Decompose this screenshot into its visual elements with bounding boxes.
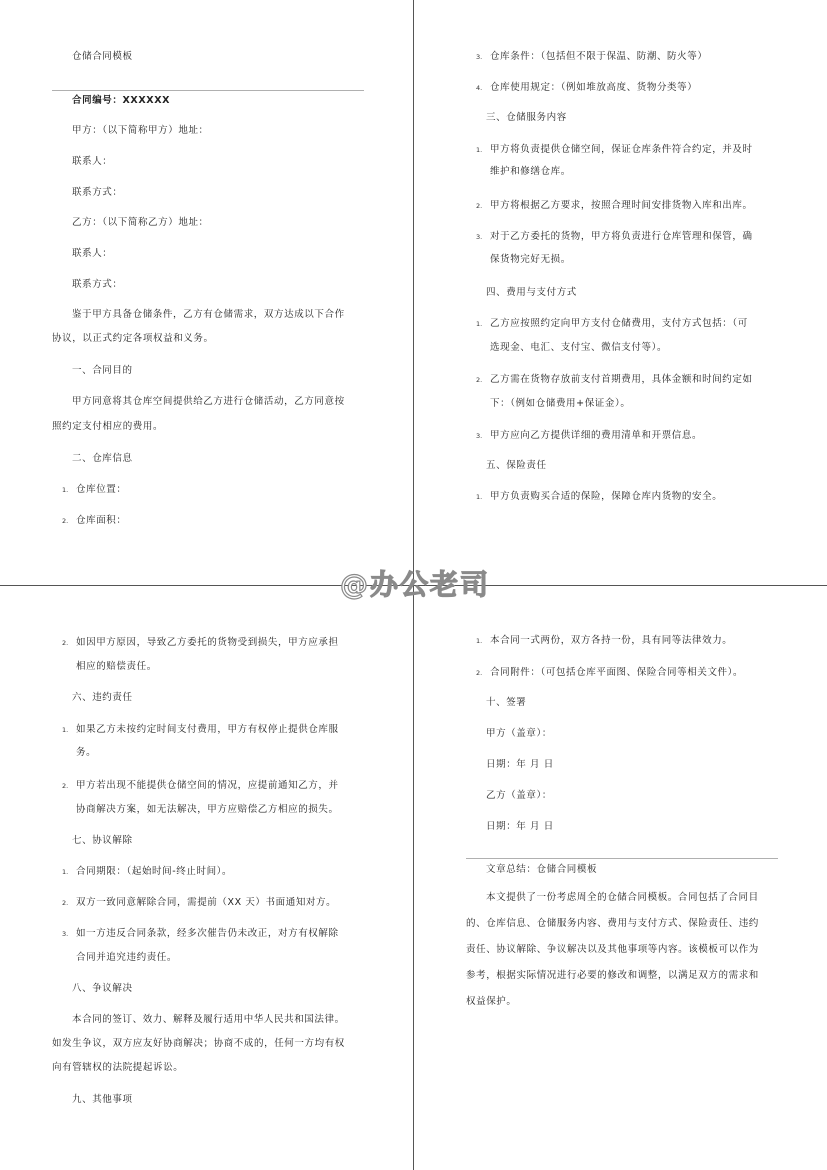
- list-number: 2.: [62, 899, 69, 907]
- summary-line-1: 本文提供了一份考虑周全的仓储合同模板。合同包括了合同目: [486, 892, 759, 903]
- list-item-cont: 下：（例如仓储费用+保证金）。: [490, 398, 631, 409]
- list-item: 甲方将负责提供仓储空间，保证仓库条件符合约定，并及时: [490, 144, 753, 155]
- list-item: 本合同一式两份，双方各持一份，具有同等法律效力。: [490, 635, 733, 646]
- party-b-phone: 联系方式：: [72, 279, 123, 290]
- page-1: [0, 0, 413, 585]
- list-item: 如因甲方原因，导致乙方委托的货物受到损失，甲方应承担: [76, 637, 339, 648]
- party-a-phone: 联系方式：: [72, 187, 123, 198]
- list-item: 仓库面积：: [76, 515, 127, 526]
- list-number: 2.: [62, 639, 69, 647]
- section-heading-1: 一、合同目的: [72, 365, 133, 376]
- section-heading-2: 二、仓库信息: [72, 453, 133, 464]
- list-item-cont: 维护和修缮仓库。: [490, 166, 571, 177]
- list-number: 2.: [476, 202, 483, 210]
- section-heading-3: 三、仓储服务内容: [486, 112, 567, 123]
- list-item: 乙方需在货物存放前支付首期费用，具体金额和时间约定如: [490, 374, 753, 385]
- list-item-cont: 选现金、电汇、支付宝、微信支付等）。: [490, 342, 668, 353]
- section-heading-10: 十、签署: [486, 697, 527, 708]
- list-item: 如果乙方未按约定时间支付费用，甲方有权停止提供仓库服: [76, 724, 339, 735]
- summary-line-5: 权益保护。: [466, 996, 517, 1007]
- list-item: 合同期限：（起始时间-终止时间）。: [76, 866, 233, 877]
- list-item: 乙方应按照约定向甲方支付仓储费用，支付方式包括：（可: [490, 318, 748, 329]
- dispute-line-2: 如发生争议，双方应友好协商解决；协商不成的，任何一方均有权: [52, 1038, 345, 1049]
- list-item: 仓库使用规定：（例如堆放高度、货物分类等）: [490, 82, 698, 93]
- section-heading-5: 五、保险责任: [486, 460, 547, 471]
- section-heading-6: 六、违约责任: [72, 692, 133, 703]
- list-number: 1.: [62, 726, 69, 734]
- list-item: 合同附件：（可包括仓库平面图、保险合同等相关文件）。: [490, 667, 744, 678]
- dispute-line-3: 向有管辖权的法院提起诉讼。: [52, 1062, 184, 1073]
- list-number: 1.: [476, 320, 483, 328]
- list-item: 如一方违反合同条款，经多次催告仍未改正，对方有权解除: [76, 928, 339, 939]
- list-item: 双方一致同意解除合同，需提前（XX 天）书面通知对方。: [76, 897, 337, 908]
- summary-line-4: 参考，根据实际情况进行必要的修改和调整，以满足双方的需求和: [466, 970, 759, 981]
- section-heading-7: 七、协议解除: [72, 835, 133, 846]
- list-number: 2.: [62, 782, 69, 790]
- list-item: 甲方若出现不能提供仓储空间的情况，应提前通知乙方，并: [76, 780, 339, 791]
- list-number: 2.: [476, 376, 483, 384]
- summary-line-2: 的、仓库信息、仓储服务内容、费用与支付方式、保险责任、违约: [466, 918, 759, 929]
- party-a-seal: 甲方（盖章）：: [486, 728, 552, 739]
- summary-line-3: 责任、协议解除、争议解决以及其他事项等内容。该模板可以作为: [466, 944, 759, 955]
- list-number: 3.: [476, 233, 483, 241]
- list-number: 1.: [476, 146, 483, 154]
- summary-rule: [466, 858, 778, 859]
- list-item: 甲方将根据乙方要求，按照合理时间安排货物入库和出库。: [490, 200, 753, 211]
- list-number: 1.: [62, 868, 69, 876]
- list-number: 1.: [476, 493, 483, 501]
- purpose-line-2: 照约定支付相应的费用。: [52, 421, 164, 432]
- intro-line-1: 鉴于甲方具备仓储条件，乙方有仓储需求，双方达成以下合作: [72, 309, 345, 320]
- list-number: 2.: [476, 669, 483, 677]
- list-number: 3.: [62, 930, 69, 938]
- section-heading-4: 四、费用与支付方式: [486, 287, 577, 298]
- list-number: 2.: [62, 517, 69, 525]
- list-item-cont: 合同并追究违约责任。: [76, 952, 178, 963]
- list-item: 对于乙方委托的货物，甲方将负责进行仓库管理和保管，确: [490, 231, 753, 242]
- intro-line-2: 协议，以正式约定各项权益和义务。: [52, 333, 214, 344]
- list-item-cont: 保货物完好无损。: [490, 254, 571, 265]
- title-rule: [52, 90, 364, 91]
- watermark: @办公老司: [339, 568, 490, 601]
- dispute-line-1: 本合同的签订、效力、解释及履行适用中华人民共和国法律。: [72, 1014, 345, 1025]
- party-b-address: 乙方：（以下简称乙方）地址：: [72, 217, 209, 228]
- party-a-contact: 联系人：: [72, 156, 113, 167]
- party-b-date: 日期：年 月 日: [486, 821, 554, 832]
- list-number: 1.: [62, 486, 69, 494]
- party-b-contact: 联系人：: [72, 248, 113, 259]
- list-item-cont: 相应的赔偿责任。: [76, 661, 157, 672]
- section-heading-8: 八、争议解决: [72, 983, 133, 994]
- page-4: [414, 586, 827, 1170]
- list-item: 仓库条件：（包括但不限于保温、防潮、防火等）: [490, 51, 708, 62]
- party-b-seal: 乙方（盖章）：: [486, 790, 552, 801]
- page-2: [414, 0, 827, 585]
- list-number: 1.: [476, 637, 483, 645]
- section-heading-9: 九、其他事项: [72, 1094, 133, 1105]
- party-a-date: 日期：年 月 日: [486, 759, 554, 770]
- party-a-address: 甲方：（以下简称甲方）地址：: [72, 125, 209, 136]
- list-item: 甲方负责购买合适的保险，保障仓库内货物的安全。: [490, 491, 723, 502]
- contract-number: 合同编号：XXXXXX: [72, 95, 171, 106]
- purpose-line-1: 甲方同意将其仓库空间提供给乙方进行仓储活动，乙方同意按: [72, 396, 345, 407]
- summary-title: 文章总结：仓储合同模板: [486, 864, 598, 875]
- list-number: 3.: [476, 432, 483, 440]
- list-item-cont: 务。: [76, 747, 97, 758]
- document-title: 仓储合同模板: [72, 51, 133, 62]
- list-number: 4.: [476, 84, 483, 92]
- list-number: 3.: [476, 53, 483, 61]
- list-item: 仓库位置：: [76, 484, 127, 495]
- list-item: 甲方应向乙方提供详细的费用清单和开票信息。: [490, 430, 703, 441]
- page-3: [0, 586, 413, 1170]
- list-item-cont: 协商解决方案，如无法解决，甲方应赔偿乙方相应的损失。: [76, 804, 339, 815]
